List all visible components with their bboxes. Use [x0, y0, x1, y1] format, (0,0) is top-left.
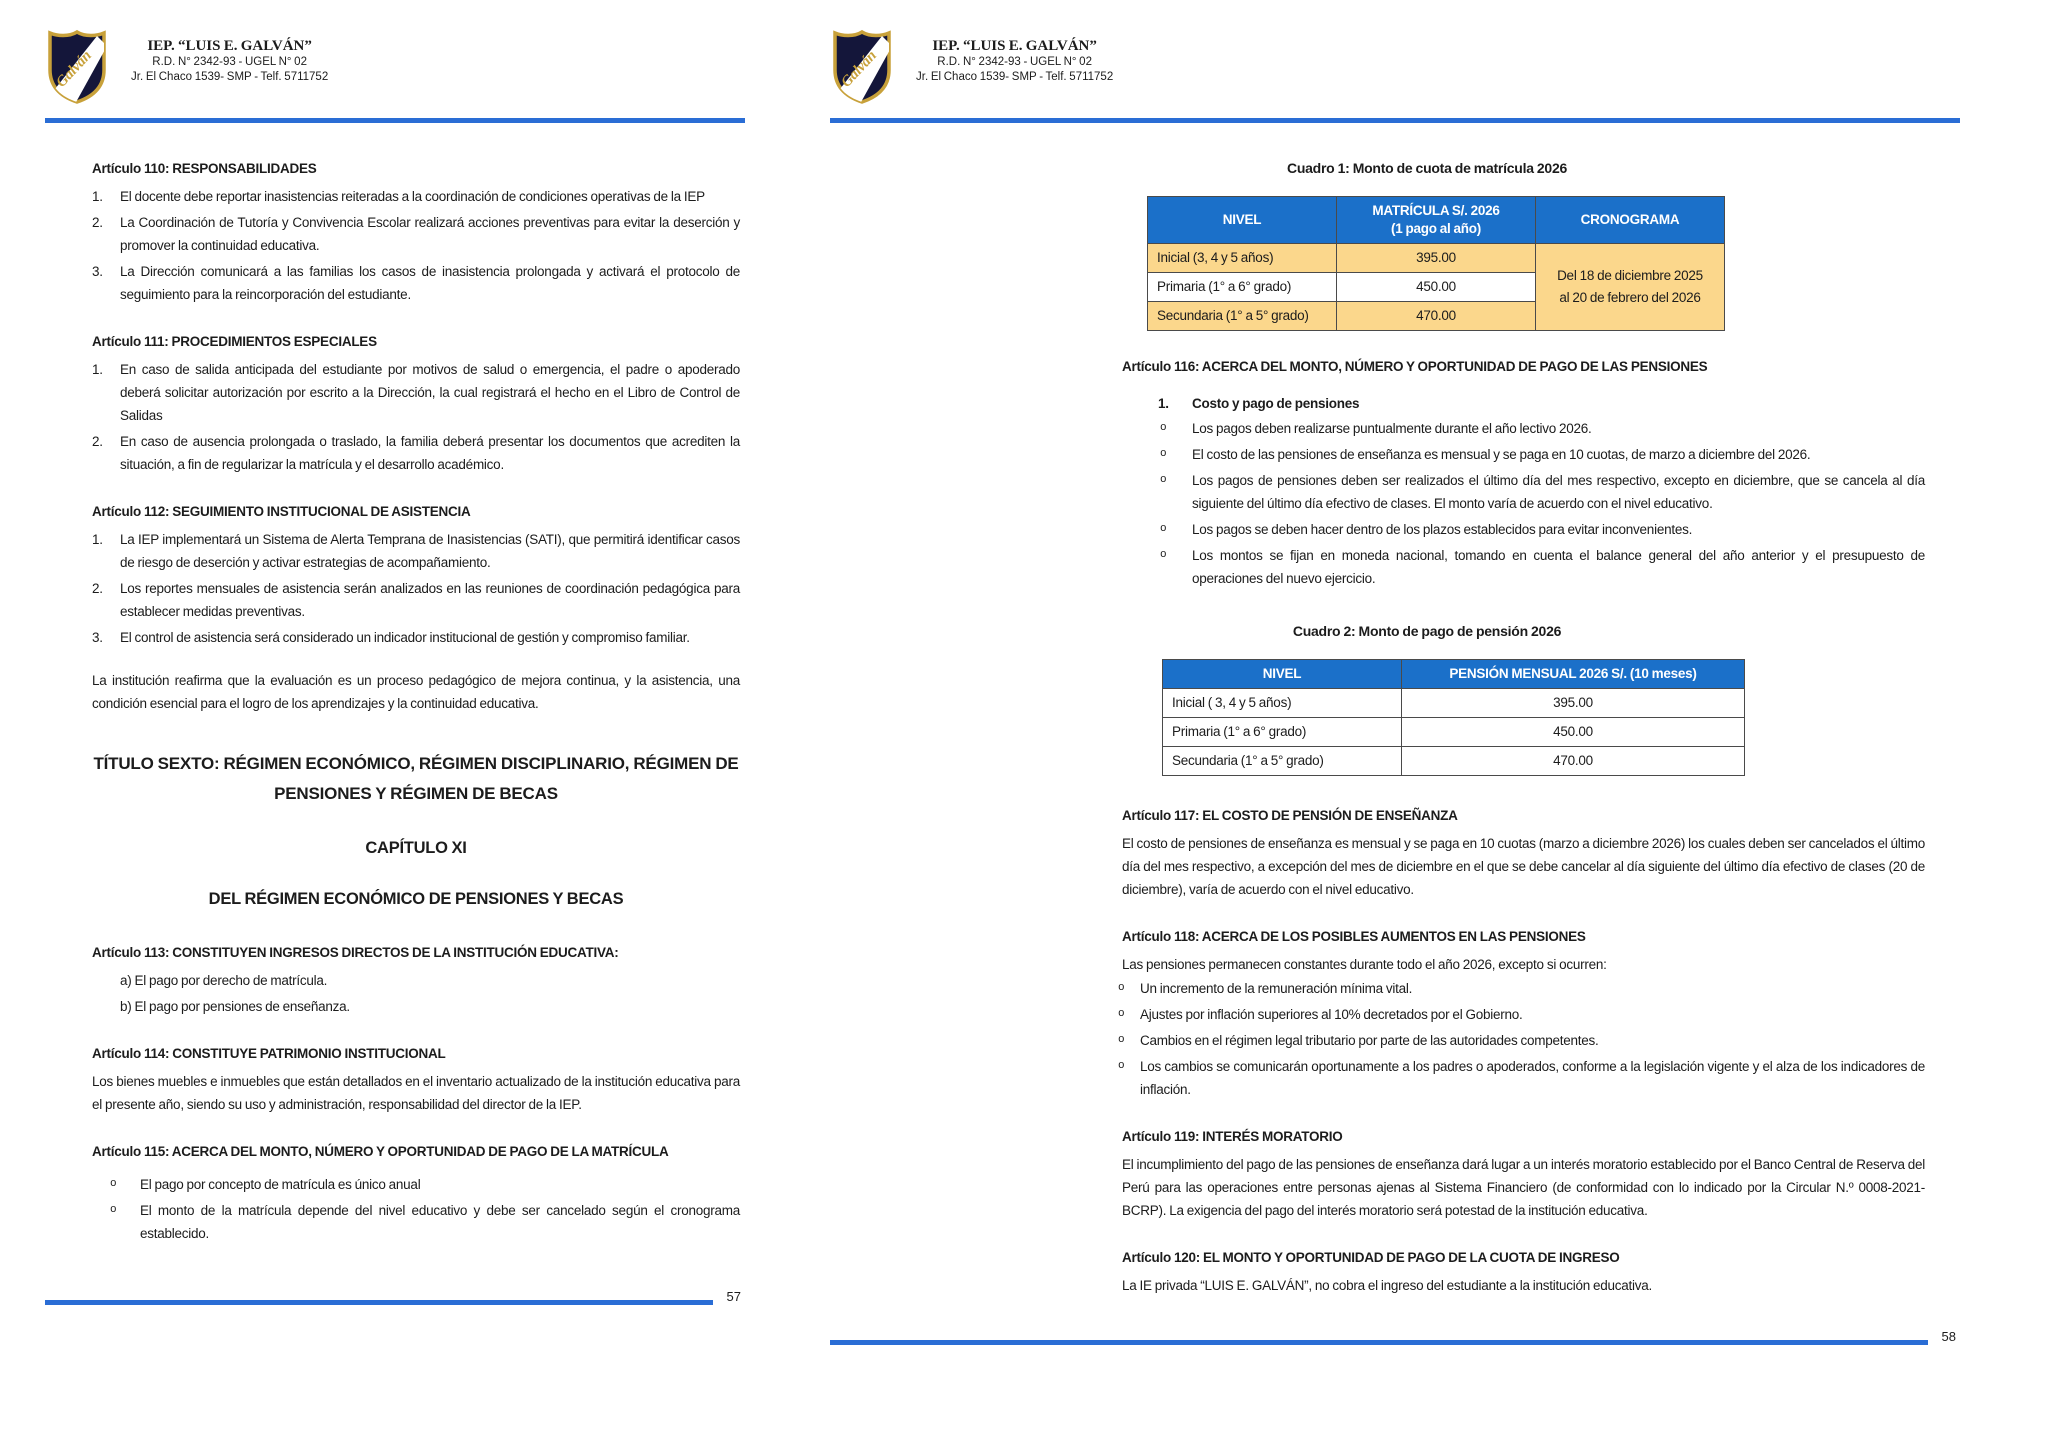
item-number: 1.	[92, 532, 103, 547]
cuadro-2-table	[1162, 659, 1745, 776]
logo-script-text: Galván	[53, 47, 95, 91]
item-text: La Coordinación de Tutoría y Convivencia Escolar realizará acciones preventivas para evitar la deserción y promover la continuidad educativa.	[120, 215, 740, 253]
column-header-nivel: NIVEL	[1148, 197, 1337, 244]
institution-address: Jr. El Chaco 1539- SMP - Telf. 5711752	[916, 71, 1114, 83]
article-113-title: Artículo 113: CONSTITUYEN INGRESOS DIRECTOS DE LA INSTITUCIÓN EDUCATIVA:	[92, 945, 619, 960]
cell-monto: 395.00	[1337, 244, 1536, 273]
bullet-text: El pago por concepto de matrícula es único anual	[140, 1177, 421, 1192]
item-text: El control de asistencia será considerado un indicador institucional de gestión y compromiso familiar.	[120, 630, 690, 645]
bullet-text: Un incremento de la remuneración mínima vital.	[1140, 981, 1413, 996]
institution-name: IEP. “LUIS E. GALVÁN”	[932, 38, 1097, 54]
bullet-marker: o	[1118, 1034, 1125, 1046]
table-header-row	[1163, 660, 1745, 689]
bullet-marker: o	[1118, 1060, 1125, 1072]
bullet-item	[1160, 518, 1925, 541]
institution-rd: R.D. N° 2342-93 - UGEL N° 02	[937, 56, 1092, 68]
page-header	[830, 28, 1960, 118]
chapter-heading: CAPÍTULO XI	[365, 839, 467, 857]
bullet-marker: o	[1160, 448, 1167, 460]
numbered-item	[92, 577, 740, 623]
numbered-item	[92, 626, 740, 649]
item-number: 3.	[92, 264, 103, 279]
bullet-item	[1160, 544, 1925, 590]
bullet-text: Ajustes por inflación superiores al 10% decretados por el Gobierno.	[1140, 1007, 1523, 1022]
item-text: En caso de salida anticipada del estudiante por motivos de salud o emergencia, el padre o apoderado deberá solicitar autorización por escrito a la Dirección, la cual registrará el hecho en el Libro de Control de Salidas	[120, 362, 740, 423]
item-number: 2.	[92, 434, 103, 449]
column-header-pension: PENSIÓN MENSUAL 2026 S/. (10 meses)	[1402, 660, 1745, 689]
page-58	[830, 28, 1960, 1428]
chapter-subtitle: DEL RÉGIMEN ECONÓMICO DE PENSIONES Y BECAS	[208, 890, 624, 908]
cronograma-line1: Del 18 de diciembre 2025	[1557, 268, 1703, 283]
cell-monto: 395.00	[1402, 689, 1745, 718]
institution-block	[131, 38, 328, 85]
cell-monto: 470.00	[1402, 747, 1745, 776]
bullet-text: Los pagos deben realizarse puntualmente durante el año lectivo 2026.	[1192, 421, 1592, 436]
item-number: 3.	[92, 630, 103, 645]
cell-nivel: Primaria (1° a 6° grado)	[1148, 273, 1337, 302]
bullet-item	[110, 1173, 740, 1196]
article-117-body: El costo de pensiones de enseñanza es mensual y se paga en 10 cuotas (marzo a diciembre 2026) los cuales deben ser cancelados el último día del mes respectivo, a excepción del mes de diciembre en el que se debe cancelar al día siguiente del último día efectivo de clases (20 de diciembre), varía de acuerdo con el nivel educativo.	[1122, 836, 1925, 897]
cuadro-1-caption: Cuadro 1: Monto de cuota de matrícula 2026	[1286, 160, 1568, 176]
item-number: 1.	[92, 362, 103, 377]
page-58-content	[1118, 157, 1925, 1297]
institution-rd: R.D. N° 2342-93 - UGEL N° 02	[152, 56, 307, 68]
cell-nivel: Primaria (1° a 6° grado)	[1163, 718, 1402, 747]
bullet-item	[1160, 469, 1925, 515]
bullet-marker: o	[1160, 422, 1167, 434]
logo-script-text: Galván	[838, 47, 880, 91]
bullet-item	[1160, 417, 1925, 440]
bullet-text: Los pagos se deben hacer dentro de los plazos establecidos para evitar inconvenientes.	[1192, 522, 1693, 537]
item-number: 1.	[1158, 396, 1169, 411]
article-117-title: Artículo 117: EL COSTO DE PENSIÓN DE ENSEÑANZA	[1122, 808, 1458, 823]
cuadro-1-table	[1147, 196, 1725, 331]
article-113-items	[120, 969, 740, 1018]
institution-name: IEP. “LUIS E. GALVÁN”	[147, 38, 312, 54]
item-text: En caso de ausencia prolongada o traslado, la familia deberá presentar los documentos que acrediten la situación, a fin de regularizar la matrícula y el desarrollo académico.	[120, 434, 740, 472]
title-sexto-line1: TÍTULO SEXTO: RÉGIMEN ECONÓMICO, RÉGIMEN DISCIPLINARIO, RÉGIMEN DE	[93, 754, 739, 773]
table-row	[1163, 718, 1745, 747]
header-rule	[830, 118, 1960, 123]
cuadro-2-caption: Cuadro 2: Monto de pago de pensión 2026	[1292, 623, 1562, 639]
numbered-item	[92, 430, 740, 476]
numbered-item	[92, 528, 740, 574]
bullet-marker: o	[110, 1204, 117, 1216]
school-shield-logo-icon	[45, 28, 109, 106]
footer-rule	[45, 1300, 713, 1305]
cell-nivel: Inicial (3, 4 y 5 años)	[1148, 244, 1337, 273]
bullet-marker: o	[1160, 523, 1167, 535]
lettered-item: a) El pago por derecho de matrícula.	[120, 973, 328, 988]
bullet-text: Los pagos de pensiones deben ser realizados el último día del mes respectivo, excepto en diciembre, que se cancela al día siguiente del último día efectivo de clases. El monto varía de acuerdo con el nivel educativo.	[1192, 473, 1925, 511]
page-57	[45, 28, 745, 1418]
article-112-title: Artículo 112: SEGUIMIENTO INSTITUCIONAL DE ASISTENCIA	[92, 504, 471, 519]
table-row	[1163, 689, 1745, 718]
item-text: El docente debe reportar inasistencias reiteradas a la coordinación de condiciones operativas de la IEP	[120, 189, 705, 204]
article-110-title: Artículo 110: RESPONSABILIDADES	[92, 161, 317, 176]
item-number: 2.	[92, 215, 103, 230]
item-number: 1.	[92, 189, 103, 204]
column-header-nivel: NIVEL	[1163, 660, 1402, 689]
footer-rule	[830, 1340, 1928, 1345]
bullet-text: El monto de la matrícula depende del nivel educativo y debe ser cancelado según el cronograma establecido.	[140, 1203, 740, 1241]
column-header-matricula-line1: MATRÍCULA S/. 2026	[1372, 203, 1500, 218]
page-number: 57	[726, 1289, 741, 1304]
bullet-marker: o	[110, 1178, 117, 1190]
bullet-marker: o	[1118, 1008, 1125, 1020]
page-footer	[45, 1290, 741, 1307]
numbered-item	[92, 358, 740, 427]
cell-nivel: Secundaria (1° a 5° grado)	[1163, 747, 1402, 776]
item-number: 2.	[92, 581, 103, 596]
lettered-item: b) El pago por pensiones de enseñanza.	[120, 999, 350, 1014]
article-120-body: La IE privada “LUIS E. GALVÁN”, no cobra el ingreso del estudiante a la institución educativa.	[1122, 1278, 1653, 1293]
cell-nivel: Inicial ( 3, 4 y 5 años)	[1163, 689, 1402, 718]
bullet-item	[1118, 1029, 1925, 1052]
page-header	[45, 28, 745, 118]
bullet-marker: o	[1160, 474, 1167, 486]
institution-block	[916, 38, 1113, 85]
article-118-intro: Las pensiones permanecen constantes durante todo el año 2026, excepto si ocurren:	[1122, 957, 1607, 972]
page-number: 58	[1941, 1329, 1956, 1344]
item-text: Los reportes mensuales de asistencia serán analizados en las reuniones de coordinación pedagógica para establecer medidas preventivas.	[120, 581, 740, 619]
bullet-item	[110, 1199, 740, 1245]
article-116-subheading	[1158, 392, 1925, 415]
bullet-text: El costo de las pensiones de enseñanza es mensual y se paga en 10 cuotas, de marzo a diciembre del 2026.	[1192, 447, 1811, 462]
column-header-cronograma: CRONOGRAMA	[1536, 197, 1725, 244]
title-sexto-line2: PENSIONES Y RÉGIMEN DE BECAS	[274, 784, 558, 803]
bullet-item	[1118, 1055, 1925, 1101]
numbered-item	[92, 260, 740, 306]
bullet-item	[1160, 443, 1925, 466]
bullet-text: Cambios en el régimen legal tributario por parte de las autoridades competentes.	[1140, 1033, 1599, 1048]
page-57-content	[92, 157, 740, 1245]
numbered-item	[92, 185, 740, 208]
table-header-row	[1148, 197, 1725, 244]
cell-monto: 470.00	[1337, 302, 1536, 331]
school-shield-logo-icon	[830, 28, 894, 106]
article-116-title: Artículo 116: ACERCA DEL MONTO, NÚMERO Y OPORTUNIDAD DE PAGO DE LAS PENSIONES	[1122, 359, 1708, 374]
institution-address: Jr. El Chaco 1539- SMP - Telf. 5711752	[131, 71, 329, 83]
column-header-matricula	[1337, 197, 1536, 244]
article-114-body: Los bienes muebles e inmuebles que están detallados en el inventario actualizado de la institución educativa para el presente año, siendo su uso y administración, responsabilidad del director de la IEP.	[92, 1074, 740, 1112]
bullet-item	[1118, 977, 1925, 1000]
article-115-title: Artículo 115: ACERCA DEL MONTO, NÚMERO Y OPORTUNIDAD DE PAGO DE LA MATRÍCULA	[92, 1144, 669, 1159]
numbered-item	[92, 211, 740, 257]
cuadro-2-section	[1122, 620, 1925, 776]
bullet-marker: o	[1160, 549, 1167, 561]
bullet-item	[1118, 1003, 1925, 1026]
subheading-text: Costo y pago de pensiones	[1192, 396, 1360, 411]
article-119-title: Artículo 119: INTERÉS MORATORIO	[1122, 1129, 1343, 1144]
header-rule	[45, 118, 745, 123]
cell-monto: 450.00	[1337, 273, 1536, 302]
article-111-title: Artículo 111: PROCEDIMIENTOS ESPECIALES	[92, 334, 377, 349]
bullet-text: Los montos se fijan en moneda nacional, tomando en cuenta el balance general del año anterior y el presupuesto de operaciones del nuevo ejercicio.	[1192, 548, 1925, 586]
article-119-body: El incumplimiento del pago de las pensiones de enseñanza dará lugar a un interés moratorio establecido por el Banco Central de Reserva del Perú para las operaciones entre personas ajenas al Sistema Financiero (de conformidad con lo indicado por la Circular N.º 0008-2021-BCRP). La exigencia del pago del interés moratorio será potestad de la institución educativa.	[1122, 1157, 1925, 1218]
article-120-title: Artículo 120: EL MONTO Y OPORTUNIDAD DE PAGO DE LA CUOTA DE INGRESO	[1122, 1250, 1620, 1265]
table-row	[1148, 244, 1725, 273]
cell-monto: 450.00	[1402, 718, 1745, 747]
table-row	[1163, 747, 1745, 776]
cell-nivel: Secundaria (1° a 5° grado)	[1148, 302, 1337, 331]
bullet-marker: o	[1118, 982, 1125, 994]
bullet-text: Los cambios se comunicarán oportunamente a los padres o apoderados, conforme a la legislación vigente y el alza de los indicadores de inflación.	[1140, 1059, 1925, 1097]
column-header-matricula-line2: (1 pago al año)	[1390, 221, 1481, 236]
closing-paragraph: La institución reafirma que la evaluación es un proceso pedagógico de mejora continua, y la asistencia, una condición esencial para el logro de los aprendizajes y la continuidad educativa.	[92, 673, 740, 711]
article-114-title: Artículo 114: CONSTITUYE PATRIMONIO INSTITUCIONAL	[92, 1046, 446, 1061]
cell-cronograma	[1536, 244, 1725, 331]
page-footer	[830, 1330, 1956, 1347]
item-text: La IEP implementará un Sistema de Alerta Temprana de Inasistencias (SATI), que permitirá identificar casos de riesgo de deserción y activar estrategias de acompañamiento.	[120, 532, 740, 570]
item-text: La Dirección comunicará a las familias los casos de inasistencia prolongada y activará el protocolo de seguimiento para la reincorporación del estudiante.	[120, 264, 740, 302]
cronograma-line2: al 20 de febrero del 2026	[1559, 290, 1701, 305]
article-118-title: Artículo 118: ACERCA DE LOS POSIBLES AUMENTOS EN LAS PENSIONES	[1122, 929, 1586, 944]
